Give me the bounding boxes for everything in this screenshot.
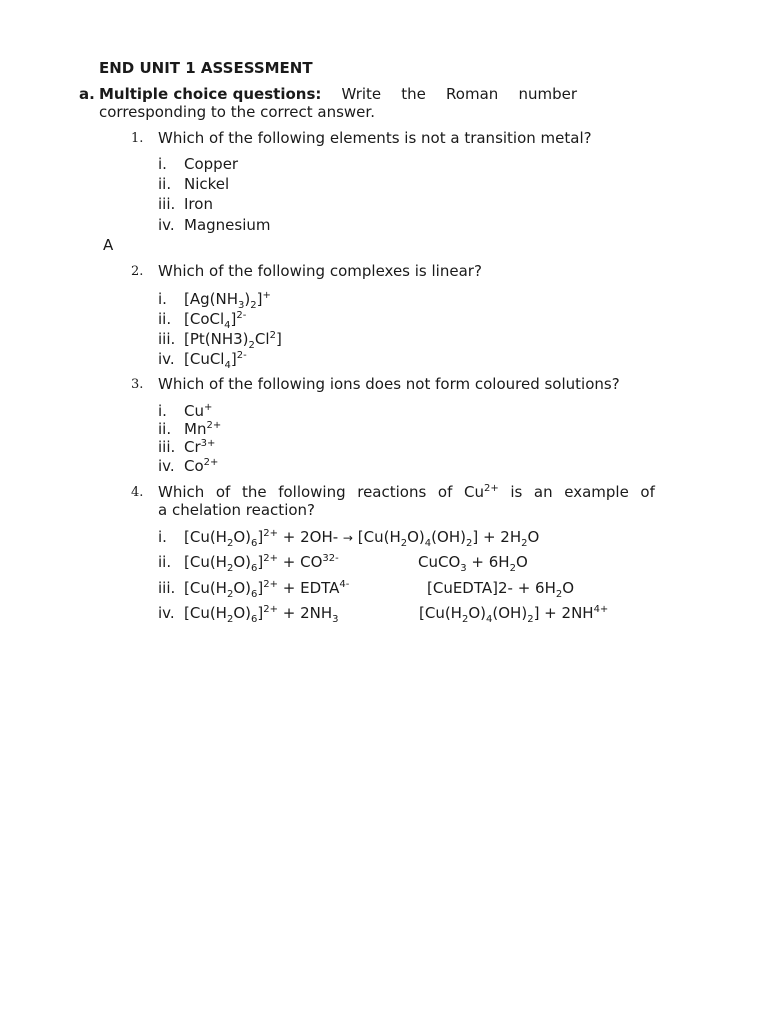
option-number: i. bbox=[158, 402, 167, 420]
option-number: ii. bbox=[158, 553, 172, 571]
option-text: Copper bbox=[184, 155, 239, 173]
option-reactants: $[Cu(H_2O)_6]^{2+} + 2NH_3$ bbox=[184, 604, 339, 625]
option-products: $[Cu(H_2O)_4(OH)_2] + 2NH^{4+}$ bbox=[419, 604, 609, 625]
section-heading: Multiple choice questions: bbox=[99, 85, 322, 103]
reaction-arrow: → bbox=[342, 531, 353, 545]
option-number: iv. bbox=[158, 604, 175, 622]
option-text: Nickel bbox=[184, 175, 230, 193]
page-title: END UNIT 1 ASSESSMENT bbox=[99, 59, 313, 77]
question-number: 2. bbox=[131, 264, 144, 279]
option-number: i. bbox=[158, 290, 167, 308]
option-number: ii. bbox=[158, 310, 172, 328]
option-number: iv. bbox=[158, 350, 175, 368]
option-number: i. bbox=[158, 528, 167, 546]
question-text: Which of the following elements is not a transition metal? bbox=[158, 129, 592, 147]
option-number: iv. bbox=[158, 216, 175, 234]
question-text-line2: a chelation reaction? bbox=[158, 501, 316, 519]
question-text: Which of the following complexes is linear? bbox=[158, 262, 482, 280]
option-number: ii. bbox=[158, 175, 172, 193]
option-formula: $Cr^{3+}$ bbox=[184, 438, 216, 456]
instruction-word: Roman bbox=[446, 85, 499, 103]
stray-answer-text: A bbox=[103, 236, 114, 254]
section-letter: a. bbox=[79, 85, 95, 103]
question-number: 3. bbox=[131, 377, 144, 392]
question-number: 4. bbox=[131, 485, 144, 500]
instruction-word: the bbox=[401, 85, 426, 103]
option-text: Iron bbox=[184, 195, 213, 213]
option-formula: Cu+ bbox=[184, 402, 213, 420]
instruction-word: number bbox=[518, 85, 577, 103]
option-reactants: $[Cu(H_2O)_6]^{2+}$ + $EDTA^{4-}$ bbox=[184, 579, 350, 600]
option-number: iii. bbox=[158, 579, 176, 597]
option-products: [CuEDTA]2- + $6H_2O$ bbox=[427, 579, 575, 600]
option-formula: [CuCl$_4$]$^{2-}$ bbox=[184, 350, 247, 371]
question-text: Which of the following ions does not form coloured solutions? bbox=[158, 375, 620, 393]
option-number: iv. bbox=[158, 457, 175, 475]
section-instruction-line1 bbox=[99, 85, 577, 103]
question-number: 1. bbox=[131, 131, 144, 146]
option-formula: $[Pt(NH3)_2Cl^2]$ bbox=[184, 330, 282, 351]
option-formula: $[Ag(NH_3)_2]^+$ bbox=[184, 290, 271, 311]
option-products: CuCO$_3$ + $6H_2O$ bbox=[418, 553, 528, 574]
option-text: Magnesium bbox=[184, 216, 271, 234]
option-number: iii. bbox=[158, 438, 176, 456]
question-text-line1: Which of the following reactions of $Cu^{2+}$ is an example of bbox=[158, 483, 655, 501]
option-number: iii. bbox=[158, 330, 176, 348]
option-formula: [CoCl$_4$]$^{2-}$ bbox=[184, 310, 247, 331]
section-instruction-line2: corresponding to the correct answer. bbox=[99, 103, 375, 121]
option-formula: $Mn^{2+}$ bbox=[184, 420, 222, 438]
option-number: iii. bbox=[158, 195, 176, 213]
option-number: i. bbox=[158, 155, 167, 173]
option-number: ii. bbox=[158, 420, 172, 438]
option-formula: $Co^{2+}$ bbox=[184, 457, 219, 475]
option-reactants: $[Cu(H_2O)_6]^{2+} + CO^{32-}$ bbox=[184, 553, 339, 574]
instruction-word: Write bbox=[341, 85, 382, 103]
option-equation: $[Cu(H_2O)_6]^{2+} + 2OH- \to [Cu(H_2O)_4(OH)_2] + 2H_2O$ bbox=[184, 528, 540, 549]
